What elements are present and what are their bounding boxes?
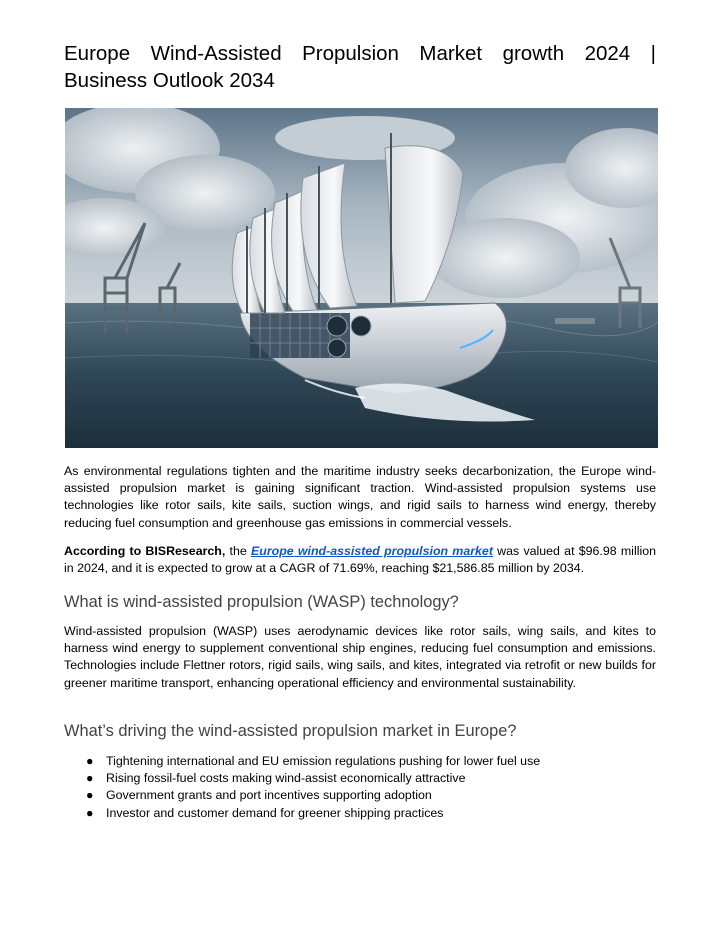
drivers-list bbox=[64, 753, 656, 822]
bullet-icon: ● bbox=[86, 771, 94, 786]
bullet-icon: ● bbox=[86, 754, 94, 768]
wasp-paragraph: Wind-assisted propulsion (WASP) uses aerodynamic devices like rotor sails, wing sails, and kites to harness wind energy to supplement conventional ship engines, reducing fuel consumption and emissions. Technologies include Flettner rotors, rigid sails, wing sails, and kites, integrated via retrofit or new builds for greener maritime transport, enhancing operational efficiency and environmental sustainability. bbox=[64, 624, 656, 690]
list-item bbox=[64, 770, 656, 787]
list-item-text: Government grants and port incentives supporting adoption bbox=[106, 788, 432, 803]
source-lead: According to BISResearch, bbox=[64, 544, 226, 558]
ship-illustration-icon bbox=[65, 108, 658, 448]
hero-image bbox=[65, 108, 658, 448]
intro-paragraph: As environmental regulations tighten and the maritime industry seeks decarbonization, the Europe wind-assisted propulsion market is gaining significant traction. Wind-assisted propulsion systems use technologies like rotor sails, kite sails, suction wings, and rigid sails to harness wind energy, thereby reducing fuel consumption and greenhouse gas emissions in commercial vessels. bbox=[64, 464, 656, 530]
connector-text: the bbox=[225, 544, 251, 558]
section-heading-drivers: What’s driving the wind-assisted propulsion market in Europe? bbox=[64, 722, 517, 740]
bullet-icon: ● bbox=[86, 788, 94, 803]
page-title: Europe Wind-Assisted Propulsion Market growth 2024 | Business Outlook 2034 bbox=[64, 42, 656, 92]
list-item bbox=[64, 805, 656, 822]
section-heading-wasp: What is wind-assisted propulsion (WASP) technology? bbox=[64, 593, 459, 611]
market-report-link[interactable]: Europe wind-assisted propulsion market bbox=[251, 544, 493, 558]
list-item-text: Investor and customer demand for greener shipping practices bbox=[106, 805, 444, 820]
bullet-icon: ● bbox=[86, 805, 94, 820]
market-paragraph bbox=[64, 543, 656, 577]
list-item-text: Rising fossil-fuel costs making wind-assist economically attractive bbox=[106, 771, 466, 786]
list-item bbox=[64, 787, 656, 804]
market-stats-text: was valued at $96.98 million in 2024, and it is expected to grow at a CAGR of 71.69%, reaching $21,586.85 million by 2034. bbox=[64, 544, 656, 576]
list-item bbox=[64, 753, 656, 770]
list-item-text: Tightening international and EU emission regulations pushing for lower fuel use bbox=[106, 754, 541, 768]
